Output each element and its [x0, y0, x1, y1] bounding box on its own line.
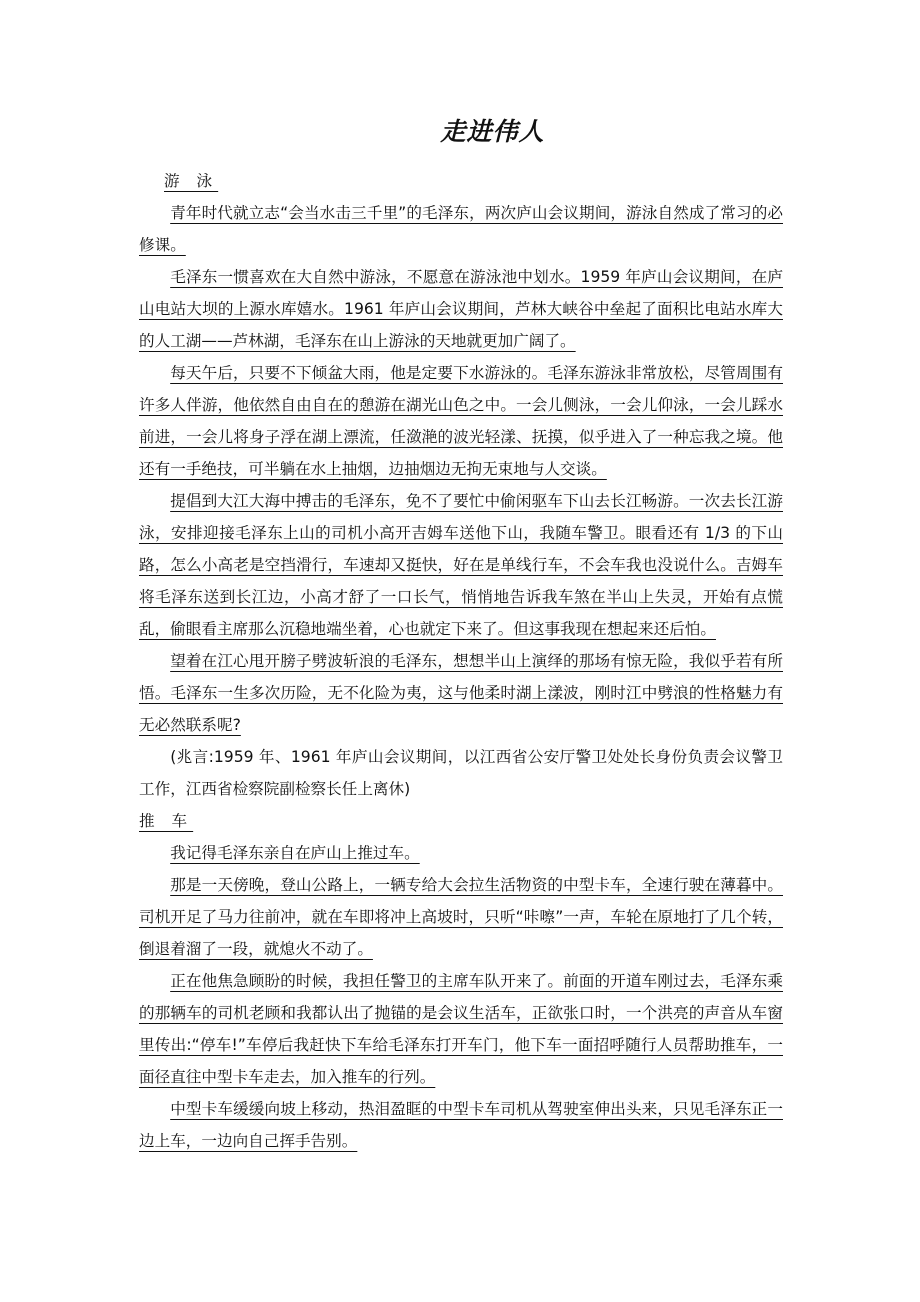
section-heading-swim: 游 泳 [164, 172, 219, 190]
paragraph: 每天午后，只要不下倾盆大雨，他是定要下水游泳的。毛泽东游泳非常放松，尽管周围有许多人伴游，他依然自由自在的憩游在湖光山色之中。一会儿侧泳，一会儿仰泳，一会儿踩水前进，一会儿将身子浮在湖上漂流，任潋滟的波光轻漾、抚摸，似乎进入了一种忘我之境。他还有一手绝技，可半躺在水上抽烟，边抽烟边无拘无束地与人交谈。 [139, 364, 783, 478]
document-body [139, 165, 783, 1157]
author-note: (兆言:1959 年、1961 年庐山会议期间，以江西省公安厅警卫处处长身份负责会议警卫工作，江西省检察院副检察长任上离休) [139, 748, 783, 798]
document-title: 走进伟人 [440, 117, 545, 146]
paragraph: 望着在江心甩开膀子劈波斩浪的毛泽东，想想半山上演绎的那场有惊无险，我似乎若有所悟。毛泽东一生多次历险，无不化险为夷，这与他柔时湖上漾波，刚时江中劈浪的性格魅力有无必然联系呢? [139, 652, 783, 734]
paragraph: 我记得毛泽东亲自在庐山上推过车。 [170, 844, 420, 862]
paragraph: 那是一天傍晚，登山公路上，一辆专给大会拉生活物资的中型卡车，全速行驶在薄暮中。司机开足了马力往前冲，就在车即将冲上高坡时，只听“咔嚓”一声，车轮在原地打了几个转，倒退着溜了一段，就熄火不动了。 [139, 876, 783, 958]
section-heading-push: 推 车 [139, 812, 194, 830]
paragraph: 毛泽东一惯喜欢在大自然中游泳，不愿意在游泳池中划水。1959 年庐山会议期间，在庐山电站大坝的上源水库嬉水。1961 年庐山会议期间，芦林大峡谷中垒起了面积比电站水库大的人工湖——芦林湖，毛泽东在山上游泳的天地就更加广阔了。 [139, 268, 783, 350]
paragraph: 青年时代就立志“会当水击三千里”的毛泽东，两次庐山会议期间，游泳自然成了常习的必修课。 [139, 204, 783, 254]
paragraph: 提倡到大江大海中搏击的毛泽东，免不了要忙中偷闲驱车下山去长江畅游。一次去长江游泳，安排迎接毛泽东上山的司机小高开吉姆车送他下山，我随车警卫。眼看还有 1/3 的下山路，怎么小高老是空挡滑行，车速却又挺快，好在是单线行车，不会车我也没说什么。吉姆车将毛泽东送到长江边，小高才舒了一口长气，悄悄地告诉我车煞在半山上失灵，开始有点慌乱，偷眼看主席那么沉稳地端坐着，心也就定下来了。但这事我现在想起来还后怕。 [139, 492, 783, 638]
paragraph: 中型卡车缓缓向坡上移动，热泪盈眶的中型卡车司机从驾驶室伸出头来，只见毛泽东正一边上车，一边向自己挥手告别。 [139, 1100, 783, 1150]
paragraph: 正在他焦急顾盼的时候，我担任警卫的主席车队开来了。前面的开道车刚过去，毛泽东乘的那辆车的司机老顾和我都认出了抛锚的是会议生活车，正欲张口时，一个洪亮的声音从车窗里传出:“停车!”车停后我赶快下车给毛泽东打开车门，他下车一面招呼随行人员帮助推车，一面径直往中型卡车走去，加入推车的行列。 [139, 972, 783, 1086]
